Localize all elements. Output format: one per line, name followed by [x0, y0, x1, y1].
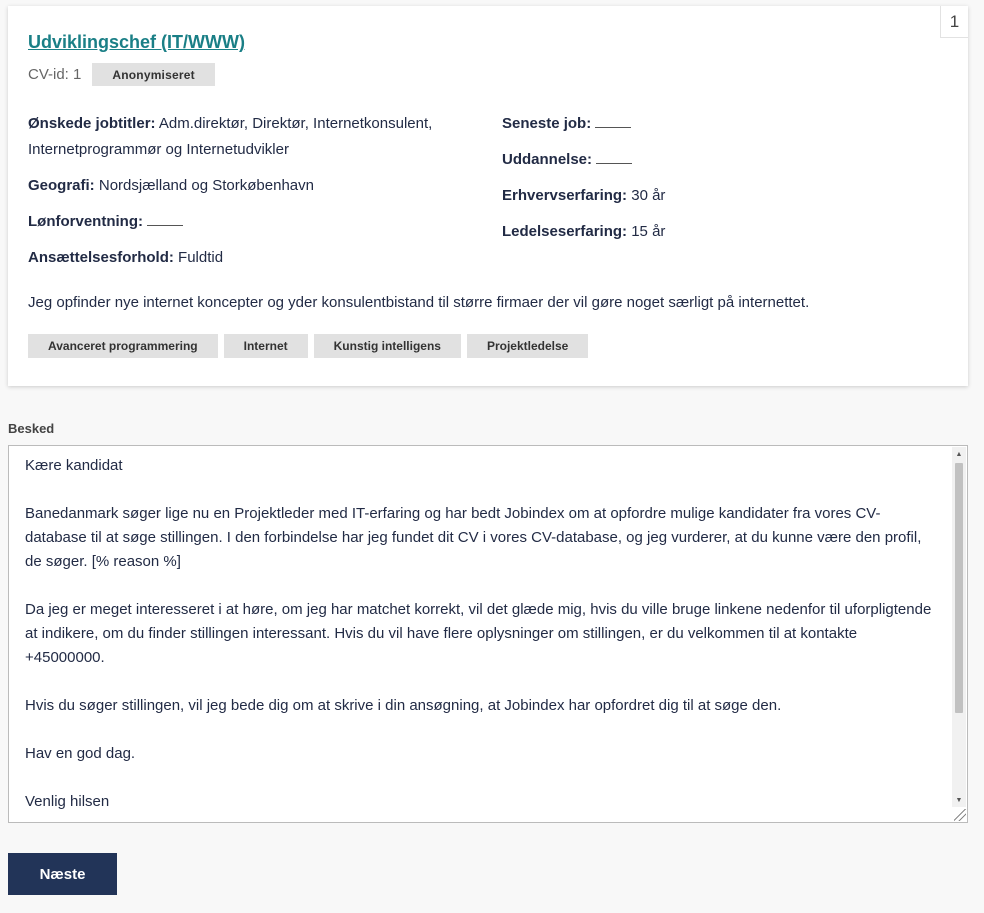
field-label: Seneste job:: [502, 115, 592, 132]
field-job-titles: [28, 111, 478, 163]
scrollbar-thumb[interactable]: [955, 463, 963, 713]
field-value: Adm.direktør, Direktør, Internetkonsulent, Internetprogrammør og Internetudvikler: [28, 115, 433, 158]
field-label: Lønforventning:: [28, 213, 143, 230]
anonymized-badge: Anonymiseret: [92, 63, 214, 86]
field-label: Uddannelse:: [502, 151, 593, 168]
message-text[interactable]: Kære kandidat Banedanmark søger lige nu en Projektleder med IT-erfaring og har bedt Jobindex om at opfordre mulige kandidater fra vores CV-database til at søge stillingen. I den forbindelse har jeg fundet dit CV i vores CV-database, og jeg vurderer, at du kunne være den profil, de søger. [% reason %] Da jeg er meget interesseret i at høre, om jeg har matchet korrekt, vil det glæde mig, hvis du ville bruge linkene nedenfor til uforpligtende at indikere, om du finder stillingen interessant. Hvis du vil have flere oplysninger om stillingen, er du velkommen til at kontakte +45000000. Hvis du søger stillingen, vil jeg bede dig om at skrive i din ansøgning, at Jobindex har opfordret dig til at søge den. Hav en god dag. Venlig hilsen: [25, 457, 932, 810]
field-label: Ansættelsesforhold:: [28, 249, 174, 266]
field-value: Fuldtid: [173, 249, 224, 266]
field-education: [502, 147, 942, 173]
skill-tag: Internet: [224, 334, 308, 358]
textarea-scrollbar[interactable]: [952, 447, 966, 807]
cv-title-link[interactable]: Udviklingschef (IT/WWW): [28, 32, 245, 52]
next-button[interactable]: Næste: [8, 853, 117, 895]
field-label: Ønskede jobtitler:: [28, 115, 156, 132]
skill-tag: Kunstig intelligens: [314, 334, 461, 358]
field-work-experience: [502, 183, 942, 209]
cv-details-right: [502, 111, 942, 255]
cv-details-left: [28, 111, 478, 281]
cv-summary: Jeg opfinder nye internet koncepter og yder konsulentbistand til større firmaer der vil gøre noget særligt på internettet.: [28, 294, 810, 311]
field-latest-job: [502, 111, 942, 137]
skill-tag: Projektledelse: [467, 334, 588, 358]
field-management-experience: [502, 219, 942, 245]
message-textarea[interactable]: [8, 445, 968, 823]
empty-value: [147, 212, 183, 226]
field-value: Nordsjælland og Storkøbenhavn: [94, 177, 314, 194]
field-label: Geografi:: [28, 177, 95, 194]
field-salary: [28, 209, 478, 235]
skill-tag: Avanceret programmering: [28, 334, 218, 358]
cv-card: [8, 6, 968, 386]
field-label: Erhvervserfaring:: [502, 187, 628, 204]
cv-id-row: [28, 63, 215, 86]
scroll-up-arrow-icon[interactable]: ▲: [955, 450, 963, 458]
cv-id: CV-id: 1: [28, 66, 82, 83]
field-value: 15 år: [627, 223, 666, 240]
resize-handle-icon[interactable]: [954, 809, 966, 821]
empty-value: [595, 114, 631, 128]
scroll-down-arrow-icon[interactable]: ▼: [955, 796, 963, 804]
field-label: Ledelseserfaring:: [502, 223, 628, 240]
skill-tags: [28, 334, 588, 358]
field-value: 30 år: [627, 187, 666, 204]
field-geography: [28, 173, 478, 199]
empty-value: [596, 150, 632, 164]
result-rank: 1: [940, 6, 968, 38]
field-employment: [28, 245, 478, 271]
message-label: Besked: [8, 421, 55, 436]
